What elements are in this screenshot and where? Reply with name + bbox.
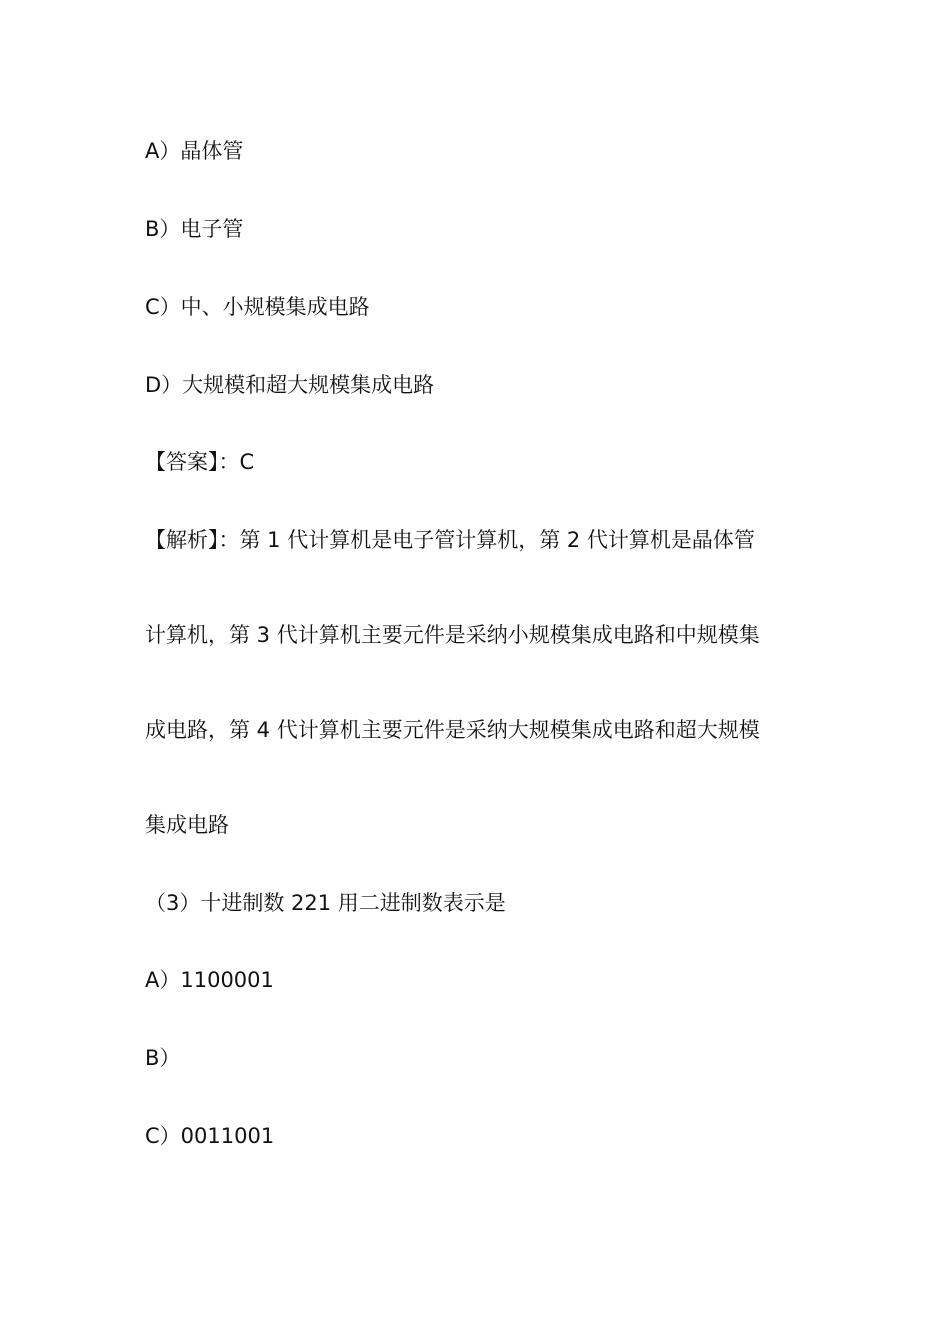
option-a: A）晶体管 — [145, 139, 244, 163]
option-d: D）大规模和超大规模集成电路 — [145, 373, 435, 397]
explanation-line-1: 【解析】：第 1 代计算机是电子管计算机，第 2 代计算机是晶体管 — [145, 528, 755, 552]
question-3-option-a: A）1100001 — [145, 968, 274, 992]
option-b: B）电子管 — [145, 217, 244, 241]
explanation-line-4: 集成电路 — [145, 813, 229, 837]
question-3-option-c: C）0011001 — [145, 1124, 275, 1148]
question-3-stem: （3）十进制数 221 用二进制数表示是 — [145, 891, 506, 915]
answer-line: 【答案】：C — [145, 450, 255, 474]
question-3-option-b: B） — [145, 1046, 181, 1070]
explanation-line-3: 成电路，第 4 代计算机主要元件是采纳大规模集成电路和超大规模 — [145, 718, 760, 742]
option-c: C）中、小规模集成电路 — [145, 295, 370, 319]
explanation-line-2: 计算机，第 3 代计算机主要元件是采纳小规模集成电路和中规模集 — [145, 623, 760, 647]
